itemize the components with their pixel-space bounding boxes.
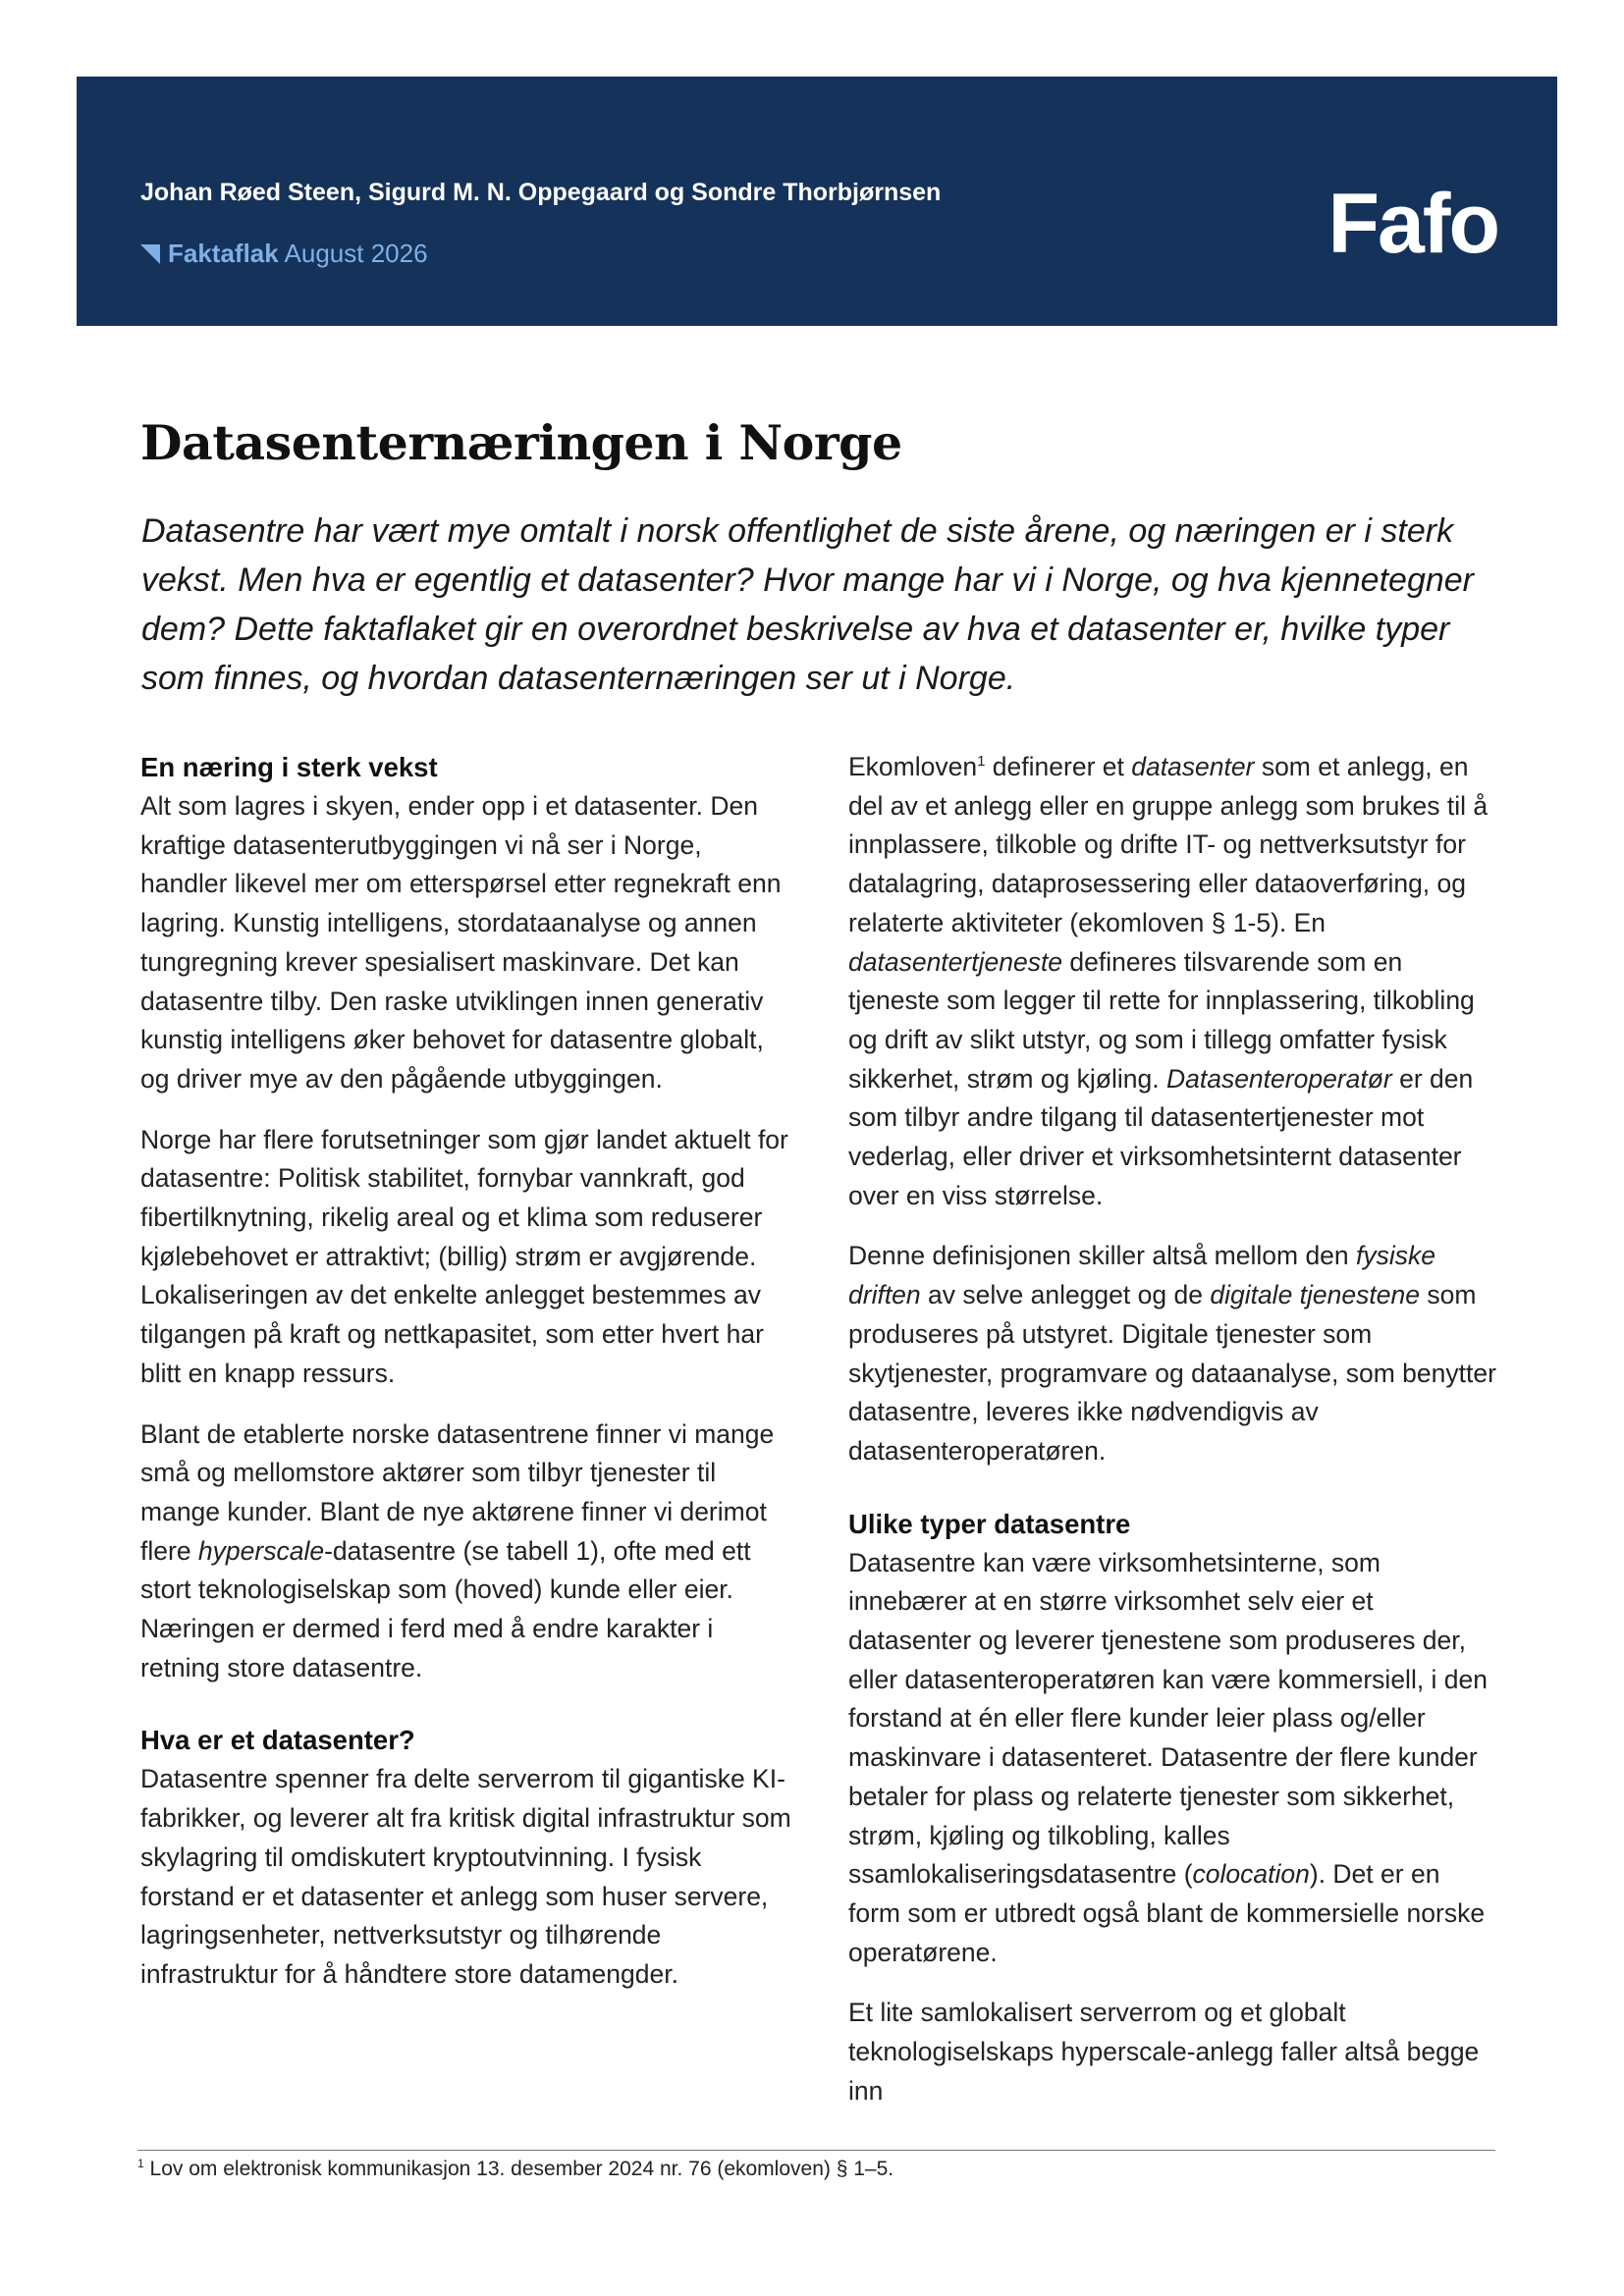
left-column	[140, 748, 793, 1995]
emphasis: hyperscale	[197, 1535, 325, 1566]
header-banner	[77, 77, 1557, 326]
publication-date: August 2026	[284, 239, 428, 268]
fafo-logo: Fafo	[1327, 177, 1498, 271]
emphasis: Datasenteroperatør	[1165, 1063, 1392, 1094]
section-heading-what-is: Hva er et datasenter?	[140, 1725, 415, 1756]
footnote-marker: 1	[137, 2157, 144, 2170]
paragraph: Blant de etablerte norske datasentrene finner vi mange små og mellomstore aktører som tilbyr tjenester til mange kunder. Blant de nye aktørene finner vi derimot flere hyperscale-datasentre (se tabell 1), ofte med ett stort teknologiselskap som (hoved) kunde eller eier. Næringen er dermed i ferd med å endre karakter i retning store datasentre.	[140, 1418, 775, 1682]
section-heading-types: Ulike typer datasentre	[848, 1508, 1131, 1539]
paragraph: Denne definisjonen skiller altså mellom den fysiske driften av selve anlegget og de digitale tjenestene som produseres på utstyret. Digitale tjenester som skytjenester, programvare og dataanalyse, som benytter datasentre, leveres ikke nødvendigvis av datasenteroperatøren.	[848, 1241, 1496, 1466]
paragraph: Datasentre spenner fra delte serverrom til gigantiske KI-fabrikker, og leverer alt fra kritisk digital infrastruktur som skylagring til omdiskutert kryptoutvinning. I fysisk forstand er et datasenter et anlegg som huser servere, lagringsenheter, nettverksutstyr og tilhørende infrastruktur for å håndtere store datamengder.	[140, 1764, 791, 1989]
publication-meta	[140, 238, 428, 269]
paragraph: Et lite samlokalisert serverrom og et globalt teknologiselskaps hyperscale-anlegg faller altså begge inn	[848, 1998, 1480, 2106]
paragraph: Ekomloven$^1$ definerer et datasenter som et anlegg, en del av et anlegg eller en gruppe anlegg som brukes til å innplassere, tilkoble og drifte IT- og nettverksutstyr for datalagring, dataprosessering eller dataoverføring, og relaterte aktiviteter (ekomloven § 1-5). En datasentertjeneste defineres tilsvarende som en tjeneste som legger til rette for innplassering, tilkobling og drift av slikt utstyr, og som i tillegg omfatter fysisk sikkerhet, strøm og kjøling. Datasenteroperatør er den som tilbyr andre tilgang til datasentertjenester mot vederlag, eller driver et virksomhetsinternt datasenter over en viss størrelse.	[848, 752, 1489, 1210]
footnote-divider	[137, 2150, 1495, 2151]
page-title: Datasenternæringen i Norge	[140, 414, 902, 471]
section-heading-growth: En næring i sterk vekst	[140, 752, 438, 782]
paragraph: Norge har flere forutsetninger som gjør landet aktuelt for datasentre: Politisk stabilitet, fornybar vannkraft, god fibertilknytning, rikelig areal og et klima som reduserer kjølebehovet er attraktivt; (billig) strøm er avgjørende. Lokaliseringen av det enkelte anlegget bestemmes av tilgangen på kraft og nettkapasitet, som etter hvert har blitt en knapp ressurs.	[140, 1124, 788, 1388]
lead-paragraph: Datasentre har vært mye omtalt i norsk offentlighet de siste årene, og næringen er i sterk vekst. Men hva er egentlig et datasenter? Hvor mange har vi i Norge, og hva kjennetegner dem? Dette faktaflaket gir en overordnet beskrivelse av hva et datasenter er, hvilke typer som finnes, og hvordan datasenternæringen ser ut i Norge.	[141, 512, 1474, 697]
series-label: Faktaflak	[168, 239, 279, 268]
right-column	[848, 748, 1496, 2111]
emphasis: datasentertjeneste	[848, 946, 1063, 977]
footnote-text: Lov om elektronisk kommunikasjon 13. desember 2024 nr. 76 (ekomloven) § 1–5.	[143, 2158, 894, 2180]
emphasis: fysiske driften	[848, 1241, 1436, 1310]
emphasis: colocation	[1192, 1859, 1310, 1890]
paragraph: Alt som lagres i skyen, ender opp i et datasenter. Den kraftige datasenterutbyggingen vi nå ser i Norge, handler likevel mer om etterspørsel etter regnekraft enn lagring. Kunstig intelligens, stordataanalyse og annen tungregning krever spesialisert maskinvare. Det kan datasentre tilby. Den raske utviklingen innen generativ kunstig intelligens øker behovet for datasentre globalt, og driver mye av den pågående utbyggingen.	[140, 791, 782, 1094]
footnote	[137, 2156, 893, 2183]
paragraph: Datasentre kan være virksomhetsinterne, som innebærer at en større virksomhet selv eier et datasenter og leverer tjenestene som produseres der, eller datasenteroperatøren kan være kommersiell, i den forstand at én eller flere kunder leier plass og/eller maskinvare i datasenteret. Datasentre der flere kunder betaler for plass og relaterte tjenester som sikkerhet, strøm, kjøling og tilkobling, kalles ssamlokaliseringsdatasentre (colocation). Det er en form som er utbredt også blant de kommersielle norske operatørene.	[848, 1547, 1489, 1967]
authors: Johan Røed Steen, Sigurd M. N. Oppegaard og Sondre Thorbjørnsen	[140, 179, 942, 206]
corner-triangle-icon	[140, 244, 160, 264]
emphasis: datasenter	[1131, 752, 1255, 781]
footnote-reference[interactable]: 1	[977, 753, 986, 770]
emphasis: digitale tjenestene	[1210, 1280, 1420, 1310]
